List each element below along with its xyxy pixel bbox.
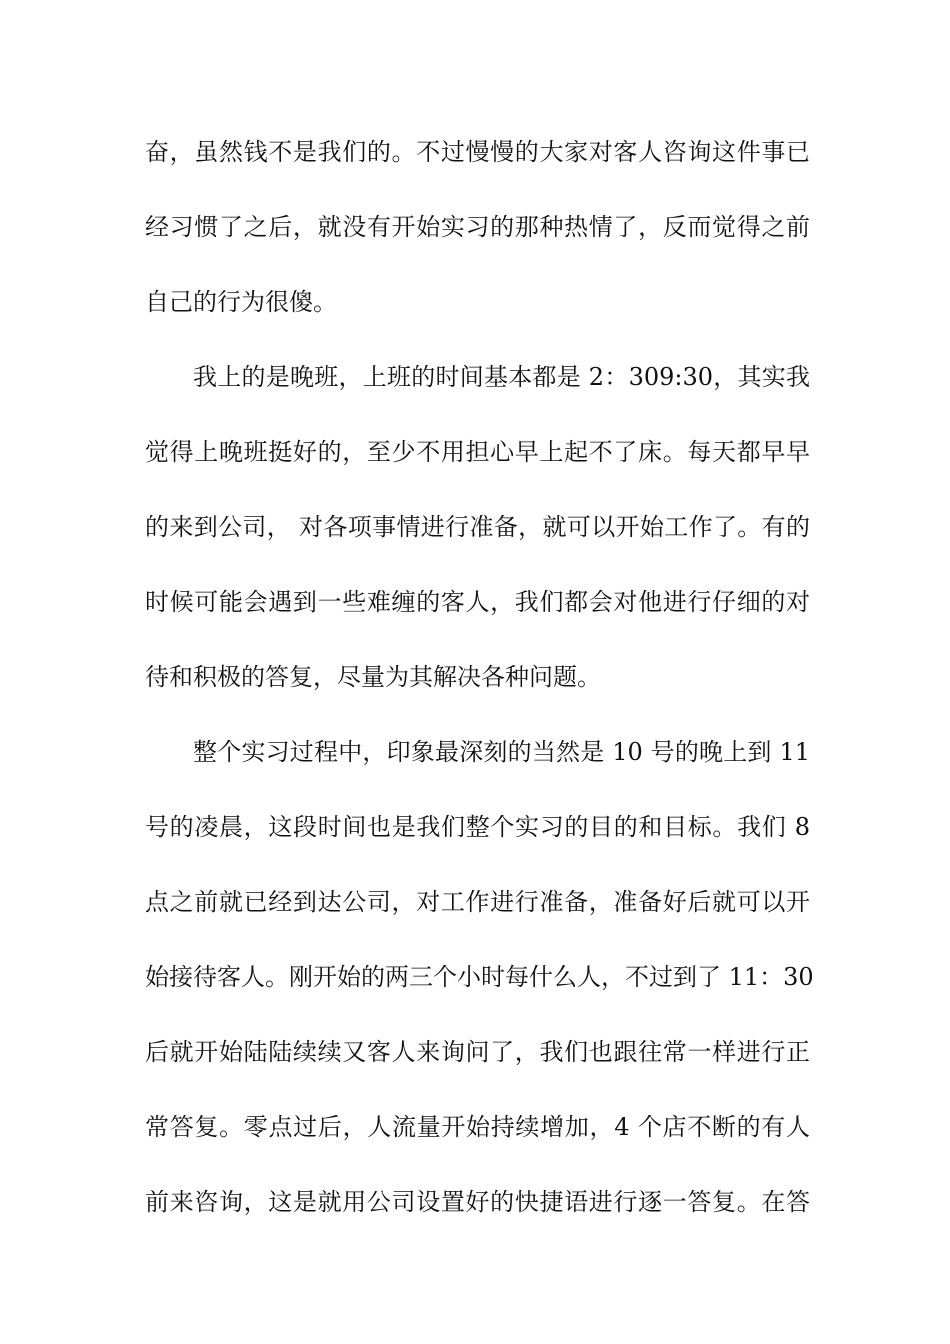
text-line: 自己的行为很傻。 xyxy=(145,288,337,316)
text-line: 后就开始陆陆续续又客人来询问了，我们也跟往常一样进行正 xyxy=(145,1038,810,1066)
text-line: 常答复。零点过后，人流量开始持续增加，4 个店不断的有人 xyxy=(145,1113,810,1141)
text-line: 经习惯了之后，就没有开始实习的那种热情了，反而觉得之前 xyxy=(145,213,810,241)
text-line: 觉得上晚班挺好的，至少不用担心早上起不了床。每天都早早 xyxy=(145,438,810,466)
text-line: 号的凌晨，这段时间也是我们整个实习的目的和目标。我们 8 xyxy=(145,813,810,841)
text-line: 点之前就已经到达公司，对工作进行准备，准备好后就可以开 xyxy=(145,888,810,916)
paragraph-start-line: 整个实习过程中，印象最深刻的当然是 10 号的晚上到 11 xyxy=(193,738,810,766)
text-line: 奋，虽然钱不是我们的。不过慢慢的大家对客人咨询这件事已 xyxy=(145,138,810,166)
text-line: 前来咨询，这是就用公司设置好的快捷语进行逐一答复。在答 xyxy=(145,1188,810,1216)
text-line: 始接待客人。刚开始的两三个小时每什么人，不过到了 11：30 xyxy=(145,963,814,991)
text-line: 的来到公司， 对各项事情进行准备，就可以开始工作了。有的 xyxy=(145,513,810,541)
text-line: 时候可能会遇到一些难缠的客人，我们都会对他进行仔细的对 xyxy=(145,588,810,616)
paragraph-start-line: 我上的是晚班，上班的时间基本都是 2：309:30，其实我 xyxy=(193,363,810,391)
text-line: 待和积极的答复，尽量为其解决各种问题。 xyxy=(145,663,601,691)
